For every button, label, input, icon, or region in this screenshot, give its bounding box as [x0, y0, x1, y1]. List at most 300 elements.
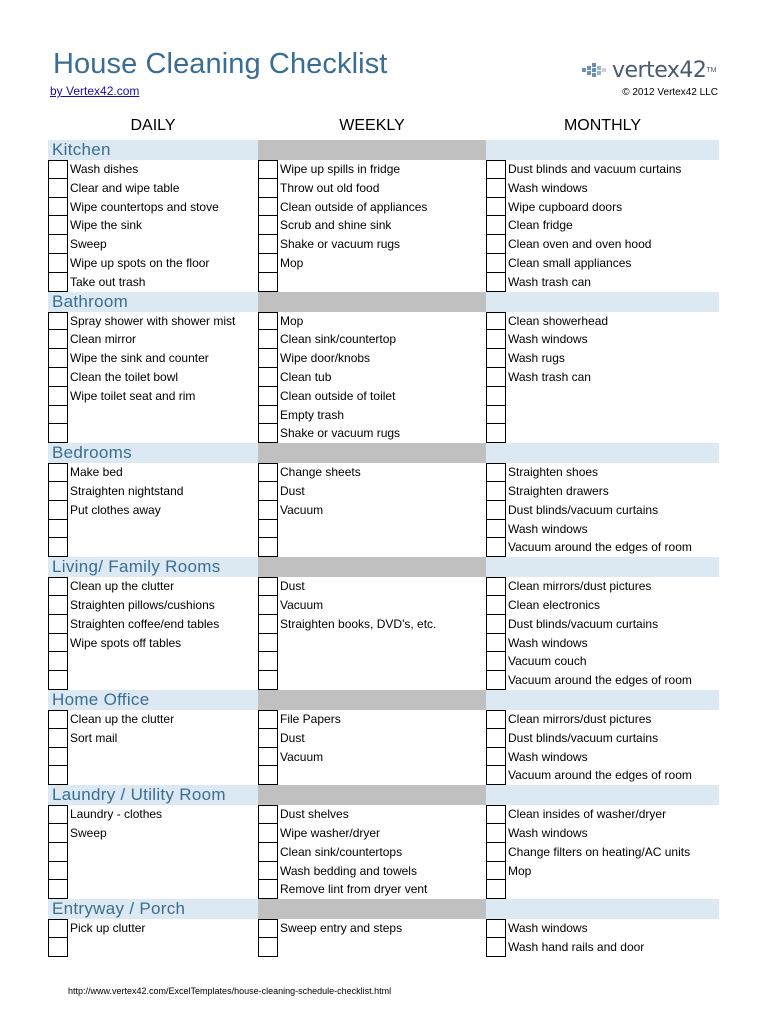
checkbox[interactable] — [258, 330, 278, 349]
checkbox[interactable] — [486, 216, 506, 235]
checklist-item-weekly — [258, 919, 486, 938]
task-label: Shake or vacuum rugs — [280, 426, 401, 441]
task-label: Clean sink/countertops — [280, 844, 403, 859]
task-label: Vacuum couch — [508, 654, 587, 669]
checklist-item-weekly — [258, 862, 486, 881]
checkbox[interactable] — [486, 538, 506, 557]
task-label: File Papers — [280, 711, 341, 726]
task-label: Wash bedding and towels — [280, 863, 417, 878]
checklist-item-daily — [48, 482, 258, 501]
checklist-item-daily — [48, 862, 258, 881]
task-label: Sweep entry and steps — [280, 921, 403, 936]
checkbox[interactable] — [486, 368, 506, 387]
checkbox[interactable] — [486, 463, 506, 482]
checkbox[interactable] — [486, 710, 506, 729]
checkbox[interactable] — [258, 520, 278, 539]
task-label: Vacuum — [280, 597, 324, 612]
checklist-item-weekly — [258, 312, 486, 331]
checkbox[interactable] — [486, 387, 506, 406]
checklist-item-weekly — [258, 805, 486, 824]
checkbox[interactable] — [486, 482, 506, 501]
checklist-item-monthly — [486, 273, 719, 292]
checklist-row — [48, 463, 719, 482]
checklist-item-daily — [48, 312, 258, 331]
checkbox[interactable] — [258, 938, 278, 957]
checkbox[interactable] — [48, 254, 68, 273]
task-label: Clean the toilet bowl — [70, 369, 179, 384]
checkbox[interactable] — [48, 273, 68, 292]
checkbox[interactable] — [486, 312, 506, 331]
task-label: Wash dishes — [70, 162, 139, 176]
checkbox[interactable] — [486, 805, 506, 824]
task-label: Wash windows — [508, 180, 588, 195]
task-label: Wash trash can — [508, 274, 591, 289]
task-label: Dust shelves — [280, 807, 349, 822]
checklist-item-monthly — [486, 387, 719, 406]
checklist-item-monthly — [486, 748, 719, 767]
checklist-row — [48, 862, 719, 881]
checkbox[interactable] — [486, 330, 506, 349]
checklist-item-daily — [48, 330, 258, 349]
task-label: Clean up the clutter — [70, 579, 175, 594]
section-title: Entryway / Porch — [48, 899, 258, 919]
checkbox[interactable] — [258, 729, 278, 748]
checklist-item-weekly — [258, 729, 486, 748]
task-label: Wipe up spills in fridge — [280, 162, 401, 176]
checkbox[interactable] — [48, 710, 68, 729]
section-title: Bathroom — [48, 292, 258, 312]
checkbox[interactable] — [258, 273, 278, 292]
checkbox[interactable] — [486, 349, 506, 368]
checklist-item-monthly — [486, 349, 719, 368]
checklist-row — [48, 615, 719, 634]
checkbox[interactable] — [48, 766, 68, 785]
checklist-row — [48, 938, 719, 957]
checklist-row — [48, 387, 719, 406]
checklist-row — [48, 538, 719, 557]
checklist-item-daily — [48, 596, 258, 615]
task-label: Pick up clutter — [70, 921, 146, 936]
task-label — [68, 538, 70, 557]
section-title: Living/ Family Rooms — [48, 557, 258, 577]
checkbox[interactable] — [258, 748, 278, 767]
checkbox[interactable] — [48, 501, 68, 520]
checklist-item-monthly — [486, 766, 719, 785]
checkbox[interactable] — [258, 615, 278, 634]
checklist-item-daily — [48, 463, 258, 482]
task-label: Empty trash — [280, 407, 345, 422]
checklist-item-weekly — [258, 349, 486, 368]
checkbox[interactable] — [48, 596, 68, 615]
section-monthly-band — [486, 140, 719, 160]
checklist-item-daily — [48, 368, 258, 387]
checkbox[interactable] — [258, 634, 278, 653]
checkbox[interactable] — [48, 919, 68, 938]
task-label: Clean outside of toilet — [280, 388, 396, 403]
task-label: Shake or vacuum rugs — [280, 237, 401, 252]
checkbox[interactable] — [486, 671, 506, 690]
checkbox[interactable] — [48, 235, 68, 254]
checkbox[interactable] — [258, 501, 278, 520]
checkbox[interactable] — [486, 919, 506, 938]
checkbox[interactable] — [48, 198, 68, 217]
checklist-item-daily — [48, 160, 258, 179]
checklist-item-daily — [48, 538, 258, 557]
checkbox[interactable] — [258, 671, 278, 690]
checklist-item-daily — [48, 766, 258, 785]
task-label: Wipe the sink and counter — [70, 351, 209, 366]
checkbox[interactable] — [48, 880, 68, 899]
section-weekly-band — [258, 785, 486, 805]
task-label — [506, 424, 508, 443]
checkbox[interactable] — [258, 216, 278, 235]
checklist-item-monthly — [486, 160, 719, 179]
task-label: Clean up the clutter — [70, 711, 175, 726]
checklist-item-monthly — [486, 520, 719, 539]
checklist-row — [48, 671, 719, 690]
checkbox[interactable] — [486, 596, 506, 615]
checklist-item-weekly — [258, 880, 486, 899]
task-label — [506, 880, 508, 899]
checklist-item-daily — [48, 671, 258, 690]
checkbox[interactable] — [48, 671, 68, 690]
checklist-row — [48, 273, 719, 292]
checkbox[interactable] — [486, 254, 506, 273]
checkbox[interactable] — [258, 710, 278, 729]
checkbox[interactable] — [48, 805, 68, 824]
checklist-item-weekly — [258, 843, 486, 862]
checkbox[interactable] — [48, 179, 68, 198]
checklist-item-monthly — [486, 671, 719, 690]
checkbox[interactable] — [486, 160, 506, 179]
section-title: Kitchen — [48, 140, 258, 160]
checklist-item-weekly — [258, 160, 486, 179]
checkbox[interactable] — [48, 862, 68, 881]
checkbox[interactable] — [258, 880, 278, 899]
checkbox[interactable] — [258, 463, 278, 482]
checkbox[interactable] — [486, 406, 506, 425]
checklist-item-daily — [48, 235, 258, 254]
checklist-item-monthly — [486, 179, 719, 198]
checkbox[interactable] — [48, 463, 68, 482]
task-label — [278, 766, 280, 785]
section-header — [48, 140, 719, 160]
checklist-item-daily — [48, 179, 258, 198]
checkbox[interactable] — [258, 482, 278, 501]
task-label: Clean mirrors/dust pictures — [508, 711, 652, 726]
column-header-daily: DAILY — [130, 117, 176, 134]
task-label: Sort mail — [70, 730, 118, 745]
task-label: Wash windows — [508, 749, 588, 764]
task-label: Wipe countertops and stove — [70, 199, 219, 214]
checklist-item-daily — [48, 748, 258, 767]
column-header-monthly: MONTHLY — [563, 117, 642, 134]
checklist-row — [48, 710, 719, 729]
task-label: Wash windows — [508, 825, 588, 840]
checklist-item-monthly — [486, 424, 719, 443]
checkbox[interactable] — [486, 766, 506, 785]
section-monthly-band — [486, 292, 719, 312]
checklist-item-monthly — [486, 482, 719, 501]
checkbox[interactable] — [48, 216, 68, 235]
checkbox[interactable] — [258, 198, 278, 217]
vertex42-logo-icon — [580, 58, 610, 82]
checklist-item-daily — [48, 254, 258, 273]
checkbox[interactable] — [486, 615, 506, 634]
task-label — [278, 938, 280, 957]
checklist-item-monthly — [486, 312, 719, 331]
checklist-item-weekly — [258, 748, 486, 767]
task-label: Spray shower with shower mist — [70, 313, 236, 328]
checkbox[interactable] — [258, 424, 278, 443]
checkbox[interactable] — [486, 880, 506, 899]
checklist-row — [48, 179, 719, 198]
checkbox[interactable] — [258, 766, 278, 785]
checkbox[interactable] — [48, 312, 68, 331]
checklist-item-monthly — [486, 880, 719, 899]
task-label: Straighten nightstand — [70, 483, 184, 498]
checkbox[interactable] — [258, 652, 278, 671]
checkbox[interactable] — [486, 179, 506, 198]
checklist-item-monthly — [486, 634, 719, 653]
checkbox[interactable] — [48, 824, 68, 843]
section-monthly-band — [486, 443, 719, 463]
task-label: Wash windows — [508, 332, 588, 347]
checkbox[interactable] — [486, 577, 506, 596]
checklist-item-weekly — [258, 482, 486, 501]
task-label: Clean mirror — [70, 332, 137, 347]
task-label: Vacuum around the edges of room — [508, 540, 692, 555]
checkbox[interactable] — [48, 160, 68, 179]
checkbox[interactable] — [48, 368, 68, 387]
checkbox[interactable] — [48, 538, 68, 557]
checkbox[interactable] — [48, 577, 68, 596]
checklist-item-daily — [48, 273, 258, 292]
checklist-item-daily — [48, 577, 258, 596]
checklist-item-monthly — [486, 824, 719, 843]
checkbox[interactable] — [258, 406, 278, 425]
checkbox[interactable] — [486, 824, 506, 843]
task-label: Dust — [280, 579, 305, 594]
checklist-item-daily — [48, 805, 258, 824]
checklist-row — [48, 406, 719, 425]
checkbox[interactable] — [486, 198, 506, 217]
checkbox[interactable] — [48, 424, 68, 443]
footer-url: http://www.vertex42.com/ExcelTemplates/house-cleaning-schedule-checklist.html — [68, 986, 392, 996]
section-weekly-band — [258, 557, 486, 577]
checkbox[interactable] — [486, 862, 506, 881]
section-monthly-band — [486, 690, 719, 710]
task-label — [68, 862, 70, 881]
checkbox[interactable] — [486, 652, 506, 671]
checklist-item-weekly — [258, 406, 486, 425]
checklist-item-weekly — [258, 710, 486, 729]
checkbox[interactable] — [258, 349, 278, 368]
checklist-row — [48, 843, 719, 862]
checklist-row — [48, 235, 719, 254]
checklist-item-monthly — [486, 501, 719, 520]
section-header — [48, 899, 719, 919]
checklist-item-weekly — [258, 216, 486, 235]
checklist-item-monthly — [486, 330, 719, 349]
checkbox[interactable] — [258, 160, 278, 179]
task-label: Straighten shoes — [508, 465, 599, 480]
checklist-item-monthly — [486, 577, 719, 596]
checklist-item-monthly — [486, 938, 719, 957]
task-label: Wash windows — [508, 921, 588, 936]
checklist-item-monthly — [486, 538, 719, 557]
vertex42-logo — [580, 56, 717, 84]
checkbox[interactable] — [258, 843, 278, 862]
checkbox[interactable] — [258, 577, 278, 596]
task-label: Change filters on heating/AC units — [508, 844, 691, 859]
task-label: Dust — [280, 483, 305, 498]
checkbox[interactable] — [258, 919, 278, 938]
task-label: Change sheets — [280, 465, 361, 480]
checkbox[interactable] — [486, 424, 506, 443]
checkbox[interactable] — [486, 634, 506, 653]
checkbox[interactable] — [486, 235, 506, 254]
checkbox[interactable] — [486, 501, 506, 520]
task-label: Straighten books, DVD's, etc. — [280, 616, 437, 631]
task-label: Wipe toilet seat and rim — [70, 388, 196, 403]
checkbox[interactable] — [486, 748, 506, 767]
checklist-item-monthly — [486, 406, 719, 425]
checklist-item-monthly — [486, 919, 719, 938]
checklist-row — [48, 596, 719, 615]
column-headers — [48, 114, 719, 140]
checklist-item-weekly — [258, 501, 486, 520]
checkbox[interactable] — [48, 748, 68, 767]
checkbox[interactable] — [258, 235, 278, 254]
checkbox[interactable] — [258, 538, 278, 557]
task-label: Wash trash can — [508, 369, 591, 384]
checkbox[interactable] — [48, 520, 68, 539]
task-label: Wipe washer/dryer — [280, 825, 381, 840]
page-title: House Cleaning Checklist — [53, 48, 388, 80]
checkbox[interactable] — [48, 652, 68, 671]
checkbox[interactable] — [258, 862, 278, 881]
checklist-item-weekly — [258, 424, 486, 443]
checklist-item-monthly — [486, 235, 719, 254]
checklist-item-weekly — [258, 634, 486, 653]
checklist-item-monthly — [486, 710, 719, 729]
checkbox[interactable] — [258, 312, 278, 331]
task-label — [506, 406, 508, 425]
checkbox[interactable] — [258, 368, 278, 387]
checklist-item-daily — [48, 501, 258, 520]
task-label — [68, 652, 70, 671]
task-label: Sweep — [70, 825, 107, 840]
task-label — [278, 520, 280, 539]
task-label: Dust blinds/vacuum curtains — [508, 730, 659, 745]
checklist-row — [48, 254, 719, 273]
checklist-item-daily — [48, 824, 258, 843]
section-title: Home Office — [48, 690, 258, 710]
checklist-item-monthly — [486, 254, 719, 273]
checklist-item-weekly — [258, 235, 486, 254]
checklist-item-monthly — [486, 652, 719, 671]
section-monthly-band — [486, 557, 719, 577]
task-label: Wipe the sink — [70, 218, 143, 233]
checklist-item-daily — [48, 198, 258, 217]
checklist-item-monthly — [486, 216, 719, 235]
checklist-item-weekly — [258, 387, 486, 406]
checkbox[interactable] — [258, 254, 278, 273]
task-label: Clean electronics — [508, 597, 601, 612]
checklist-item-weekly — [258, 938, 486, 957]
task-label: Clean small appliances — [508, 255, 632, 270]
task-label: Straighten pillows/cushions — [70, 597, 215, 612]
section-weekly-band — [258, 690, 486, 710]
checkbox[interactable] — [48, 482, 68, 501]
checklist-item-daily — [48, 387, 258, 406]
section-title: Laundry / Utility Room — [48, 785, 258, 805]
task-label — [506, 387, 508, 406]
checklist-item-daily — [48, 634, 258, 653]
checklist-row — [48, 312, 719, 331]
checkbox[interactable] — [48, 634, 68, 653]
task-label: Clean showerhead — [508, 313, 609, 328]
checklist-item-monthly — [486, 729, 719, 748]
checkbox[interactable] — [48, 843, 68, 862]
checklist-row — [48, 919, 719, 938]
checklist-item-weekly — [258, 368, 486, 387]
task-label: Laundry - clothes — [70, 807, 163, 822]
task-label: Dust blinds and vacuum curtains — [508, 162, 682, 176]
checklist-item-daily — [48, 520, 258, 539]
checklist-item-weekly — [258, 254, 486, 273]
checkbox[interactable] — [486, 273, 506, 292]
task-label: Vacuum around the edges of room — [508, 768, 692, 783]
checkbox[interactable] — [258, 596, 278, 615]
checkbox[interactable] — [486, 843, 506, 862]
checkbox[interactable] — [48, 349, 68, 368]
byline-link[interactable]: by Vertex42.com — [50, 84, 140, 98]
task-label: Mop — [280, 255, 304, 270]
checkbox[interactable] — [258, 179, 278, 198]
checkbox[interactable] — [48, 938, 68, 957]
checkbox[interactable] — [486, 520, 506, 539]
task-label: Make bed — [70, 465, 123, 480]
task-label — [68, 748, 70, 767]
checklist-item-monthly — [486, 805, 719, 824]
task-label — [68, 843, 70, 862]
checkbox[interactable] — [258, 805, 278, 824]
checkbox[interactable] — [48, 615, 68, 634]
task-label — [278, 538, 280, 557]
section-monthly-band — [486, 785, 719, 805]
checklist-item-monthly — [486, 862, 719, 881]
checkbox[interactable] — [48, 387, 68, 406]
checkbox[interactable] — [486, 729, 506, 748]
checkbox[interactable] — [48, 406, 68, 425]
checkbox[interactable] — [258, 387, 278, 406]
checkbox[interactable] — [258, 824, 278, 843]
checkbox[interactable] — [48, 729, 68, 748]
checklist-item-monthly — [486, 615, 719, 634]
checkbox[interactable] — [486, 938, 506, 957]
task-label: Put clothes away — [70, 502, 161, 517]
checklist-row — [48, 424, 719, 443]
section-header — [48, 292, 719, 312]
task-label: Wipe spots off tables — [70, 635, 182, 650]
task-label: Wash windows — [508, 521, 588, 536]
task-label — [68, 671, 70, 690]
checklist-item-daily — [48, 424, 258, 443]
section-weekly-band — [258, 140, 486, 160]
checkbox[interactable] — [48, 330, 68, 349]
